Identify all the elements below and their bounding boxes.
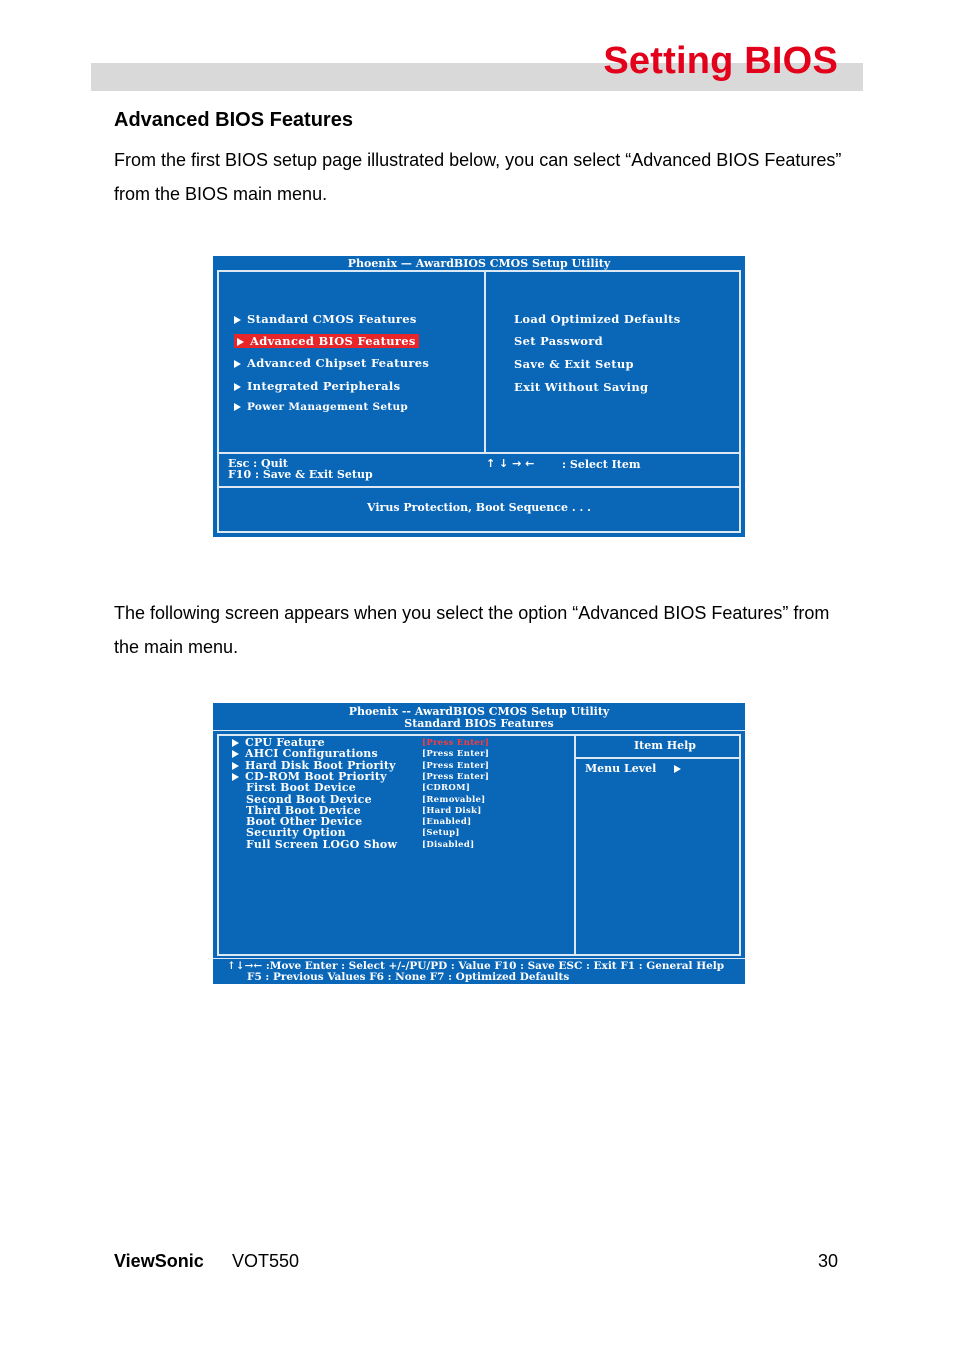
page-number: 30 [817,1251,838,1271]
bios-adv-title-rule [213,730,745,731]
bios-setting-label[interactable]: Full Screen LOGO Show [246,837,398,851]
bios-setting-value[interactable]: [Enabled] [422,817,472,828]
bios-main-right-item[interactable]: Exit Without Saving [514,380,649,394]
bios-main-item[interactable]: Power Management Setup [234,401,408,413]
bios-adv-footer-rule [213,958,745,959]
bios-main-item[interactable]: Integrated Peripherals [234,379,400,393]
arrow-right-icon [232,762,239,770]
followup-paragraph: The following screen appears when you select the option “Advanced BIOS Features” from the main menu. [114,603,830,657]
bios-main-key-save: F10 : Save & Exit Setup [228,468,373,481]
bios-setting-value[interactable]: [CDROM] [422,783,471,794]
bios-main-right-item[interactable]: Set Password [514,334,603,348]
bios-setting-label[interactable]: Security Option [246,826,346,840]
bios-setting-label[interactable]: CD-ROM Boot Priority [232,771,387,782]
bios-main-right-item[interactable]: Save & Exit Setup [514,357,634,371]
bios-setting-value[interactable]: [Press Enter] [422,760,490,771]
bios-main-right-item[interactable]: Load Optimized Defaults [514,312,681,326]
bios-main-divider-v [484,272,486,454]
bios-setting-value[interactable]: [Press Enter] [422,771,490,782]
bios-setting-label[interactable]: Second Boot Device [246,792,372,806]
footer-brand: ViewSonic [114,1251,204,1271]
intro-paragraph: From the first BIOS setup page illustrated below, you can select “Advanced BIOS Features” from the BIOS main menu. [114,150,842,204]
bios-setting-value[interactable]: [Press Enter] [422,749,490,760]
bios-adv-footer-keys: ↑↓→← :Move Enter : Select +/-/PU/PD : Value F10 : Save ESC : Exit F1 : General Help [227,960,725,972]
bios-setting-label[interactable]: AHCI Configurations [232,748,378,759]
bios-main-status: Virus Protection, Boot Sequence . . . [367,501,591,514]
arrow-right-icon [232,750,239,758]
bios-setting-label[interactable]: Hard Disk Boot Priority [232,760,396,771]
bios-main-key-quit: Esc : Quit [228,457,288,470]
bios-setting-label[interactable]: Boot Other Device [246,815,363,829]
bios-setting-value[interactable]: [Press Enter] [422,738,490,748]
bios-main-divider-h1 [219,452,739,454]
bios-main-select-item: : Select Item [562,458,641,471]
footer-model: VOT550 [232,1251,300,1271]
bios-adv-footer-keys-2: F5 : Previous Values F6 : None F7 : Optimized Defaults [247,971,570,983]
bios-adv-help-rule [576,757,739,759]
bios-main-item[interactable]: Standard CMOS Features [234,312,417,326]
bios-setting-value[interactable]: [Setup] [422,828,460,839]
bios-adv-title: Phoenix -- AwardBIOS CMOS Setup Utility [348,705,610,718]
bios-setting-label[interactable]: Third Boot Device [246,803,361,817]
arrow-right-icon [234,403,241,411]
bios-adv-subtitle: Standard BIOS Features [404,717,554,730]
bios-adv-menu-level: Menu Level [585,762,687,775]
bios-setting-label[interactable]: First Boot Device [246,781,356,795]
bios-main-item[interactable]: Advanced Chipset Features [234,356,429,370]
bios-main-item-selected[interactable]: Advanced BIOS Features [234,334,419,348]
bios-adv-divider-v [574,736,576,954]
bios-setting-label[interactable]: CPU Feature [232,737,325,748]
bios-advanced-screenshot [213,703,745,984]
arrow-right-icon [234,316,241,324]
arrow-right-icon [674,765,681,773]
page-title: Setting BIOS [603,40,838,82]
section-heading: Advanced BIOS Features [114,109,353,131]
arrow-right-icon [232,739,239,747]
arrow-right-icon [232,773,239,781]
bios-main-divider-h2 [219,486,739,488]
arrow-right-icon [234,383,241,391]
bios-main-screenshot [213,256,745,537]
arrow-keys-icon: ↑ ↓ → ← [486,457,535,470]
arrow-right-icon [234,360,241,368]
bios-adv-help-title: Item Help [634,739,696,752]
bios-setting-value[interactable]: [Disabled] [422,839,475,850]
bios-main-title: Phoenix — AwardBIOS CMOS Setup Utility [347,257,611,270]
arrow-right-icon [237,338,244,346]
bios-setting-value[interactable]: [Removable] [422,794,486,805]
bios-setting-value[interactable]: [Hard Disk] [422,805,482,816]
